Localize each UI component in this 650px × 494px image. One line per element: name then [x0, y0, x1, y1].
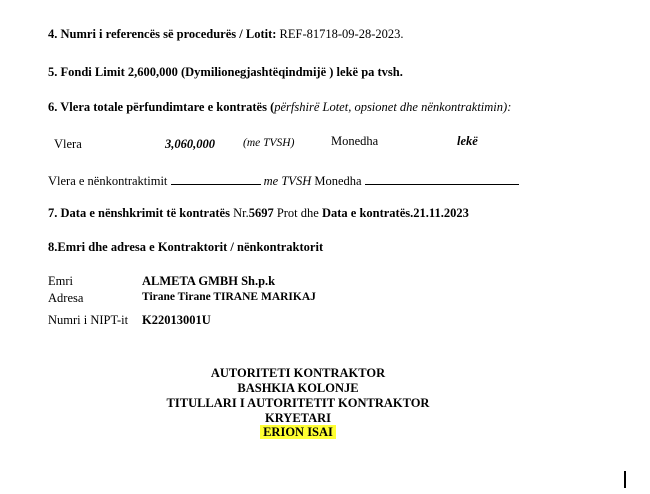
reference-label: 4. Numri i referencës së procedurës / Lotit:: [48, 27, 277, 41]
signing-number: 5697: [248, 206, 274, 220]
contractor-name-label: Emri: [48, 274, 73, 288]
signature-title: TITULLARI I AUTORITETIT KONTRAKTOR: [166, 396, 430, 410]
contractor-heading: 8.Emri dhe adresa e Kontraktorit / nënkontraktorit: [48, 240, 324, 254]
subcontract-currency-blank: [365, 173, 519, 185]
signature-authority: AUTORITETI KONTRAKTOR: [210, 366, 386, 380]
total-value-note: përfshirë Lotet, opsionet dhe nënkontraktimin: [274, 100, 504, 114]
signature-name: ERION ISAI: [260, 425, 336, 439]
subcontract-vat: me TVSH: [263, 174, 312, 188]
currency-value: lekë: [457, 134, 478, 148]
signature-role: KRYETARI: [264, 411, 331, 425]
reference-value: REF-81718-09-28-2023.: [276, 27, 404, 41]
limit-fund-line: 5. Fondi Limit 2,600,000 (Dymilionegjashtëqindmijë ) lekë pa tvsh.: [48, 65, 403, 79]
signature-name-row: [0, 425, 623, 440]
contract-date: Data e kontratës.21.11.2023: [321, 206, 469, 220]
currency-label: Monedha: [331, 134, 379, 148]
subcontract-line: [48, 173, 519, 189]
subcontract-value-blank: [171, 173, 261, 185]
signing-date-line: [48, 206, 469, 221]
total-value-suffix: ):: [503, 100, 512, 114]
subcontract-label: Vlera e nënkontraktimit: [48, 174, 168, 188]
signing-date-label: 7. Data e nënshkrimit të kontratës: [48, 206, 230, 220]
total-value-heading: [48, 100, 511, 115]
vlera-value: 3,060,000: [165, 137, 215, 151]
text-cursor: [624, 471, 626, 488]
reference-line: [48, 27, 404, 42]
subcontract-currency-label: Monedha: [314, 174, 362, 188]
signature-municipality: BASHKIA KOLONJE: [237, 381, 359, 395]
signing-prot-label: Prot dhe: [273, 206, 322, 220]
contractor-address-value: Tirane Tirane TIRANE MARIKAJ: [142, 291, 316, 303]
contractor-name-value: ALMETA GMBH Sh.p.k: [142, 274, 276, 288]
contractor-address-label: Adresa: [48, 291, 84, 305]
total-value-label: 6. Vlera totale përfundimtare e kontratës (: [48, 100, 275, 114]
contractor-nipt-value: K22013001U: [142, 313, 211, 327]
contractor-nipt-label: Numri i NIPT-it: [48, 313, 129, 327]
signing-nr-label: Nr.: [229, 206, 249, 220]
vlera-label: Vlera: [54, 137, 82, 151]
vlera-vat-note: (me TVSH): [243, 137, 295, 149]
